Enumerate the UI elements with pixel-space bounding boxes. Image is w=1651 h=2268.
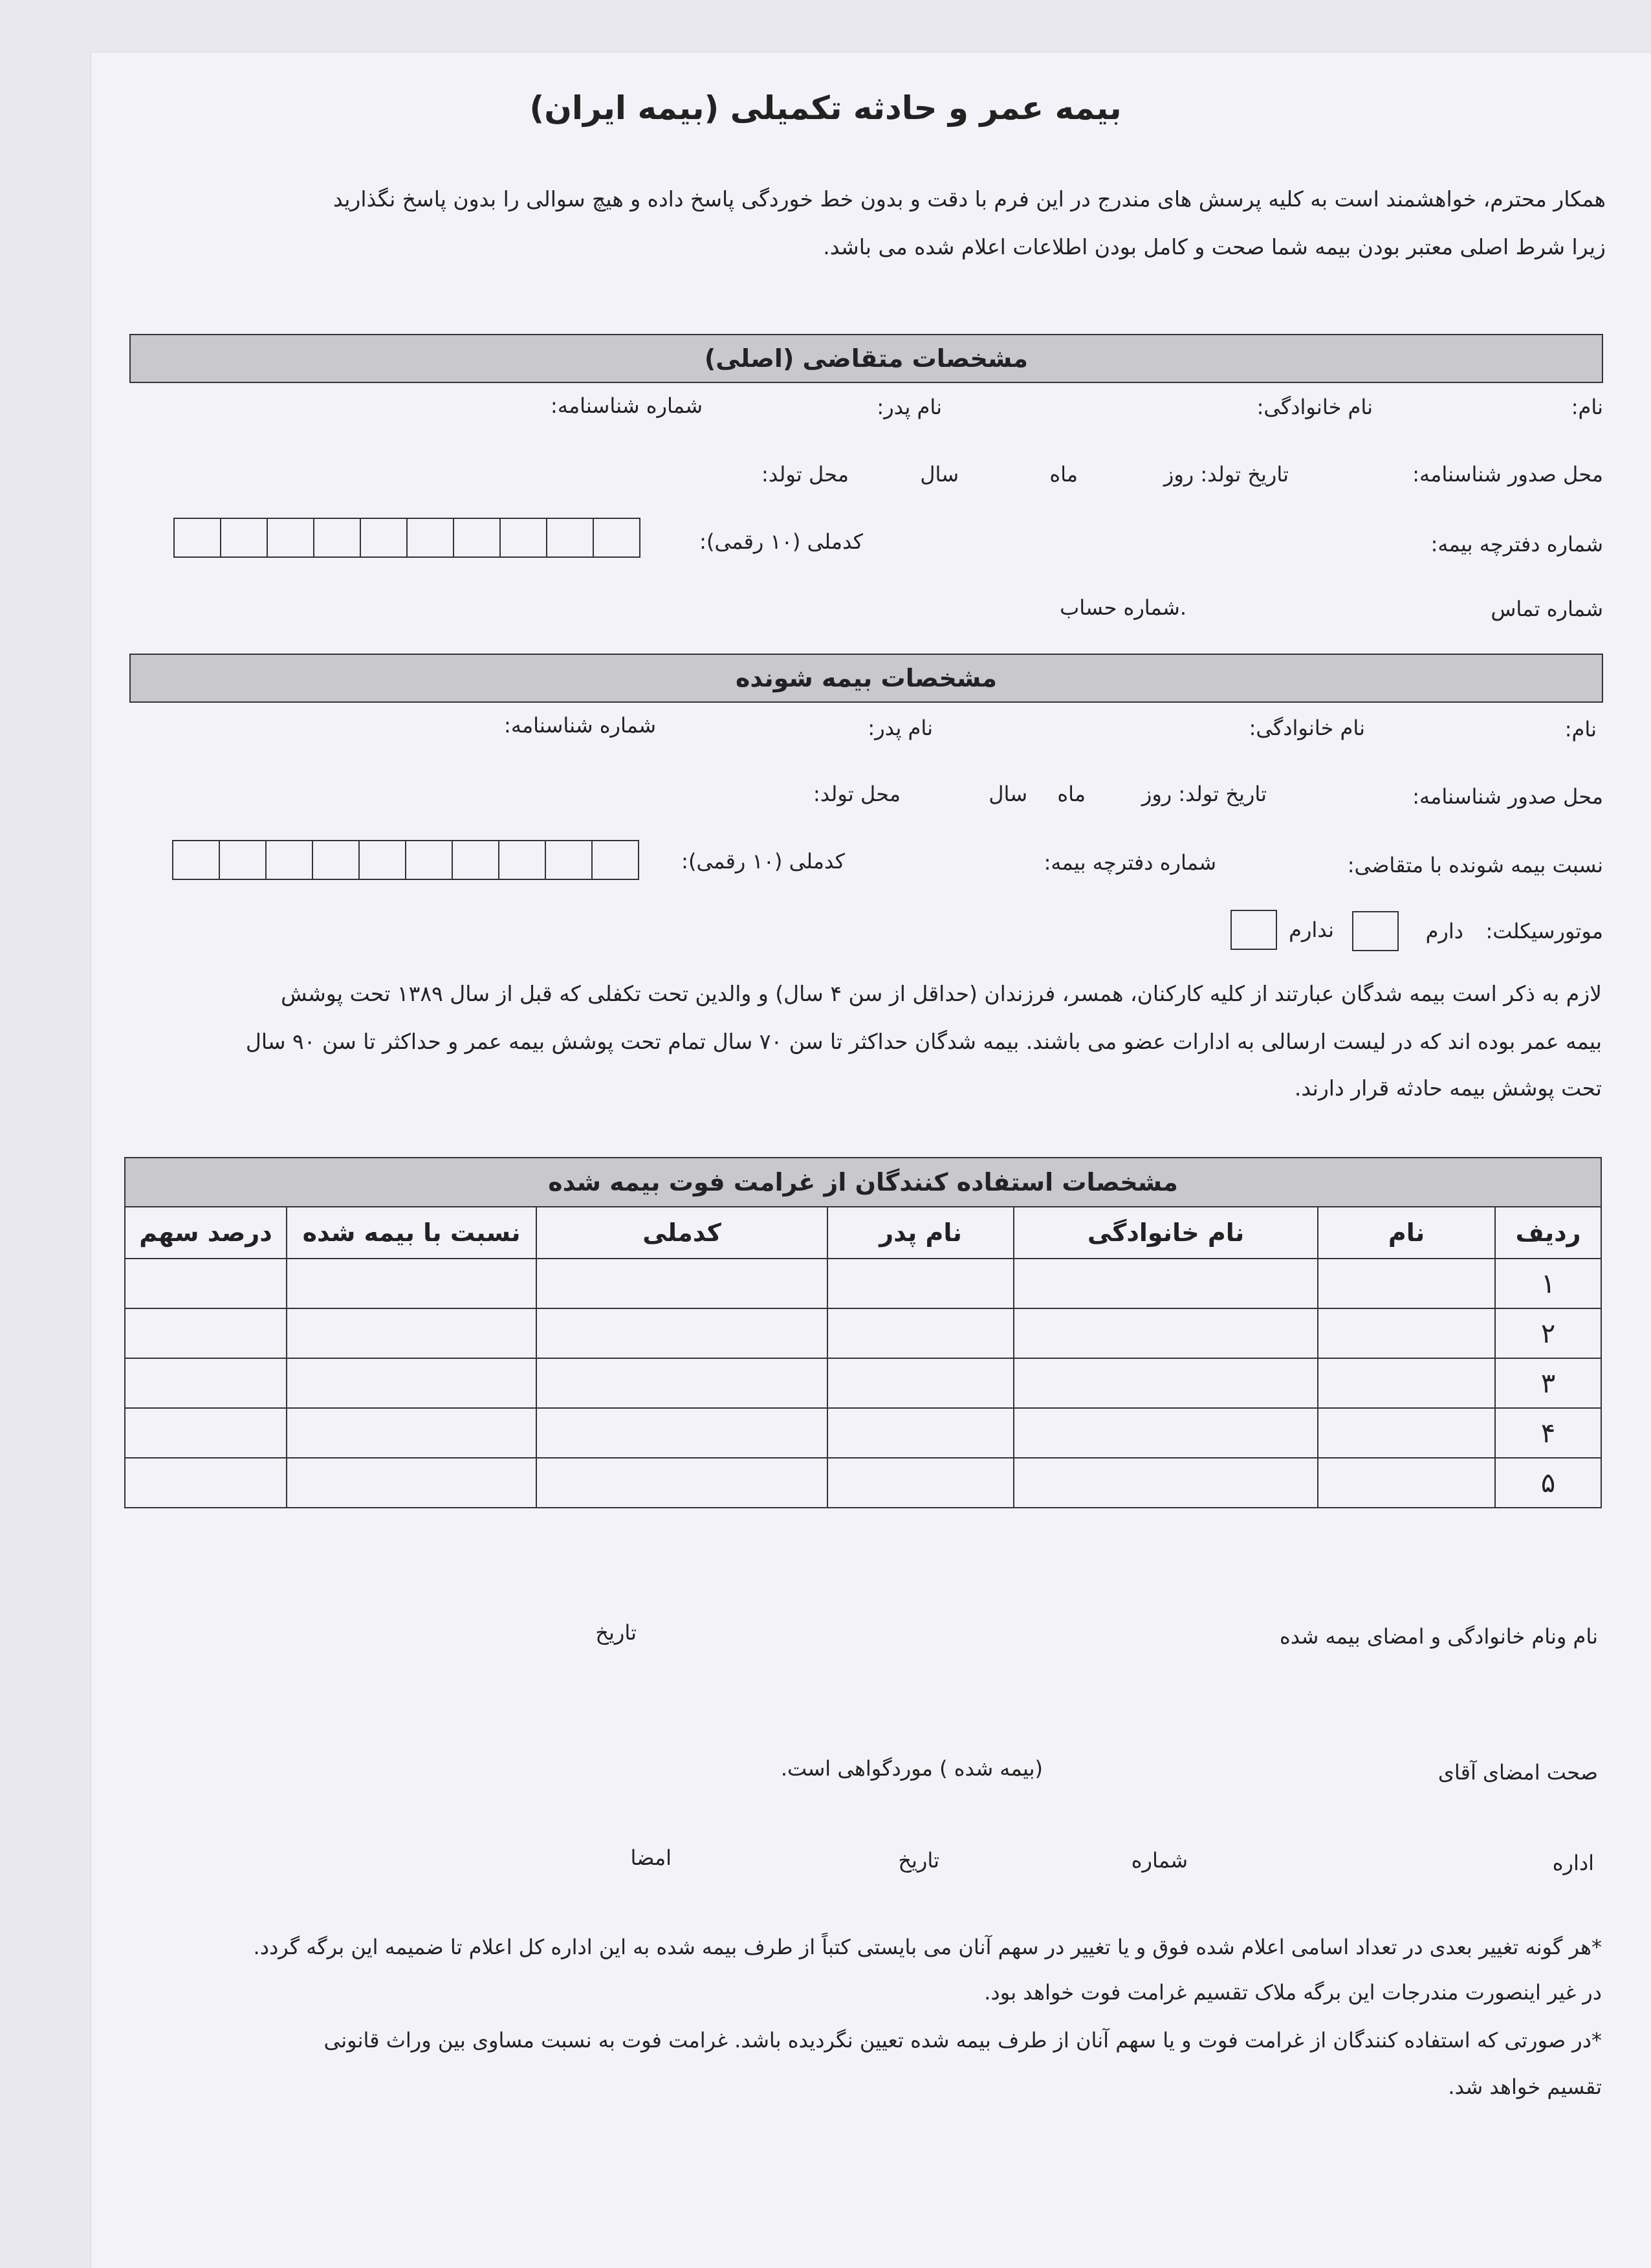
insured-booklet-label: شماره دفترچه بیمه: bbox=[1044, 850, 1216, 875]
row-number: ۴ bbox=[1495, 1408, 1601, 1458]
applicant-birth-date-label: تاریخ تولد: روز bbox=[1163, 462, 1289, 487]
row-number: ۵ bbox=[1495, 1458, 1601, 1508]
digit-box[interactable] bbox=[360, 518, 408, 558]
cell-family[interactable] bbox=[1014, 1308, 1318, 1358]
digit-box[interactable] bbox=[265, 840, 313, 880]
column-header-family: نام خانوادگی bbox=[1014, 1207, 1318, 1259]
cell-family[interactable] bbox=[1014, 1259, 1318, 1308]
digit-box[interactable] bbox=[172, 840, 220, 880]
digit-box[interactable] bbox=[498, 840, 546, 880]
cell-national-code[interactable] bbox=[536, 1259, 827, 1308]
motorcycle-have-not-label: ندارم bbox=[1289, 918, 1334, 942]
applicant-account-label: .شماره حساب bbox=[1060, 595, 1186, 620]
cell-family[interactable] bbox=[1014, 1358, 1318, 1408]
form-title: بیمه عمر و حادثه تکمیلی (بیمه ایران) bbox=[529, 89, 1122, 127]
cell-name[interactable] bbox=[1318, 1259, 1495, 1308]
beneficiaries-table-heading: مشخصات استفاده کنندگان از غرامت فوت بیمه شده bbox=[125, 1158, 1601, 1207]
insured-year-label: سال bbox=[989, 782, 1027, 806]
table-row bbox=[125, 1458, 1601, 1508]
digit-box[interactable] bbox=[219, 840, 267, 880]
insured-month-label: ماه bbox=[1057, 782, 1086, 806]
digit-box[interactable] bbox=[499, 518, 547, 558]
verify-signature-label: صحت امضای آقای bbox=[1438, 1760, 1598, 1785]
table-row bbox=[125, 1259, 1601, 1308]
cell-national-code[interactable] bbox=[536, 1408, 827, 1458]
column-header-row-number: ردیف bbox=[1495, 1207, 1601, 1259]
digit-box[interactable] bbox=[173, 518, 221, 558]
beneficiaries-table bbox=[124, 1157, 1602, 1508]
digit-box[interactable] bbox=[545, 840, 593, 880]
insured-id-number-label: شماره شناسنامه: bbox=[504, 713, 656, 738]
applicant-father-label: نام پدر: bbox=[877, 395, 942, 419]
insured-national-code-label: کدملی (۱۰ رقمی): bbox=[681, 849, 845, 874]
digit-box[interactable] bbox=[405, 840, 453, 880]
table-row bbox=[125, 1308, 1601, 1358]
cell-name[interactable] bbox=[1318, 1358, 1495, 1408]
digit-box[interactable] bbox=[593, 518, 640, 558]
cell-father[interactable] bbox=[827, 1408, 1014, 1458]
digit-box[interactable] bbox=[546, 518, 594, 558]
row-number: ۱ bbox=[1495, 1259, 1601, 1308]
cell-share-percent[interactable] bbox=[125, 1259, 287, 1308]
signature-date-label: تاریخ bbox=[595, 1620, 637, 1645]
insured-signature-label: نام ونام خانوادگی و امضای بیمه شده bbox=[1279, 1624, 1598, 1649]
cell-relation[interactable] bbox=[287, 1458, 536, 1508]
office-date-label: تاریخ bbox=[898, 1848, 939, 1873]
insured-relation-label: نسبت بیمه شونده با متقاضی: bbox=[1347, 853, 1603, 877]
coverage-paragraph-line-3: تحت پوشش بیمه حادثه قرار دارند. bbox=[1294, 1075, 1602, 1101]
applicant-family-label: نام خانوادگی: bbox=[1256, 395, 1373, 419]
applicant-booklet-label: شماره دفترچه بیمه: bbox=[1430, 532, 1603, 556]
cell-name[interactable] bbox=[1318, 1308, 1495, 1358]
motorcycle-have-checkbox[interactable] bbox=[1352, 911, 1399, 951]
insured-birth-place-label: محل تولد: bbox=[813, 782, 901, 806]
cell-father[interactable] bbox=[827, 1458, 1014, 1508]
insured-national-code-boxes[interactable] bbox=[173, 840, 639, 880]
cell-relation[interactable] bbox=[287, 1308, 536, 1358]
digit-box[interactable] bbox=[220, 518, 268, 558]
digit-box[interactable] bbox=[591, 840, 639, 880]
motorcycle-have-not-checkbox[interactable] bbox=[1230, 910, 1277, 950]
column-header-father: نام پدر bbox=[827, 1207, 1014, 1259]
applicant-issue-place-label: محل صدور شناسنامه: bbox=[1412, 462, 1603, 487]
motorcycle-label: موتورسیکلت: bbox=[1485, 919, 1603, 943]
cell-relation[interactable] bbox=[287, 1358, 536, 1408]
cell-family[interactable] bbox=[1014, 1458, 1318, 1508]
office-sign-label: امضا bbox=[630, 1845, 672, 1870]
coverage-paragraph-line-2: بیمه عمر بوده اند که در لیست ارسالی به ادارات عضو می باشند. بیمه شدگان حداکثر تا سن ۷۰ سال تمام تحت پوشش بیمه عمر و حداکثر تا سن ۹۰ سال bbox=[245, 1029, 1602, 1054]
insured-section-heading: مشخصات بیمه شونده bbox=[129, 654, 1603, 703]
office-label: اداره bbox=[1552, 1851, 1594, 1875]
table-row bbox=[125, 1408, 1601, 1458]
cell-national-code[interactable] bbox=[536, 1358, 827, 1408]
applicant-national-code-boxes[interactable] bbox=[175, 518, 640, 558]
coverage-paragraph-line-1: لازم به ذکر است بیمه شدگان عبارتند از کلیه کارکنان، همسر، فرزندان (حداقل از سن ۴ سال) و والدین تحت تکفلی که قبل از سال ۱۳۸۹ تحت پوشش bbox=[281, 981, 1602, 1006]
applicant-section-heading: مشخصات متقاضی (اصلی) bbox=[129, 334, 1603, 383]
note-line-4: تقسیم خواهد شد. bbox=[1448, 2075, 1602, 2099]
applicant-contact-label: شماره تماس bbox=[1491, 597, 1603, 621]
insured-issue-place-label: محل صدور شناسنامه: bbox=[1412, 784, 1603, 809]
applicant-year-label: سال bbox=[920, 462, 959, 487]
digit-box[interactable] bbox=[313, 518, 361, 558]
applicant-birth-place-label: محل تولد: bbox=[761, 462, 849, 487]
cell-national-code[interactable] bbox=[536, 1308, 827, 1358]
note-line-1: *هر گونه تغییر بعدی در تعداد اسامی اعلام شده فوق و یا تغییر در سهم آنان می بایستی کتباً از طرف بیمه شده به این اداره کل اعلام تا ضمیمه این برگه گردد. bbox=[253, 1935, 1602, 1959]
digit-box[interactable] bbox=[406, 518, 454, 558]
digit-box[interactable] bbox=[453, 518, 501, 558]
note-line-3: *در صورتی که استفاده کنندگان از غرامت فوت و یا سهم آنان از طرف بیمه شده تعیین نگردیده باشد. غرامت فوت به نسبت مساوی بین وراث قانونی bbox=[323, 2028, 1602, 2053]
cell-relation[interactable] bbox=[287, 1408, 536, 1458]
cell-relation[interactable] bbox=[287, 1259, 536, 1308]
cell-name[interactable] bbox=[1318, 1458, 1495, 1508]
column-header-national-code: کدملی bbox=[536, 1207, 827, 1259]
cell-share-percent[interactable] bbox=[125, 1358, 287, 1408]
verify-tail-label: (بیمه شده ) موردگواهی است. bbox=[780, 1756, 1043, 1781]
insured-name-label: نام: bbox=[1564, 717, 1597, 742]
row-number: ۲ bbox=[1495, 1308, 1601, 1358]
motorcycle-have-label: دارم bbox=[1425, 919, 1463, 943]
digit-box[interactable] bbox=[312, 840, 360, 880]
office-number-label: شماره bbox=[1131, 1848, 1188, 1873]
applicant-name-label: نام: bbox=[1571, 395, 1603, 419]
column-header-share-percent: درصد سهم bbox=[125, 1207, 287, 1259]
applicant-month-label: ماه bbox=[1049, 462, 1078, 487]
intro-line-2: زیرا شرط اصلی معتبر بودن بیمه شما صحت و کامل بودن اطلاعات اعلام شده می باشد. bbox=[823, 234, 1606, 259]
table-header-row bbox=[125, 1207, 1601, 1259]
row-number: ۳ bbox=[1495, 1358, 1601, 1408]
cell-father[interactable] bbox=[827, 1308, 1014, 1358]
cell-father[interactable] bbox=[827, 1259, 1014, 1308]
applicant-id-number-label: شماره شناسنامه: bbox=[551, 393, 703, 418]
cell-share-percent[interactable] bbox=[125, 1308, 287, 1358]
table-row bbox=[125, 1358, 1601, 1408]
cell-name[interactable] bbox=[1318, 1408, 1495, 1458]
digit-box[interactable] bbox=[358, 840, 406, 880]
digit-box[interactable] bbox=[267, 518, 314, 558]
insured-birth-date-label: تاریخ تولد: روز bbox=[1141, 782, 1267, 806]
applicant-national-code-label: کدملی (۱۰ رقمی): bbox=[699, 529, 863, 554]
cell-share-percent[interactable] bbox=[125, 1458, 287, 1508]
digit-box[interactable] bbox=[452, 840, 499, 880]
cell-family[interactable] bbox=[1014, 1408, 1318, 1458]
cell-share-percent[interactable] bbox=[125, 1408, 287, 1458]
column-header-relation: نسبت با بیمه شده bbox=[287, 1207, 536, 1259]
cell-father[interactable] bbox=[827, 1358, 1014, 1408]
column-header-name: نام bbox=[1318, 1207, 1495, 1259]
note-line-2: در غیر اینصورت مندرجات این برگه ملاک تقسیم غرامت فوت خواهد بود. bbox=[984, 1980, 1602, 2005]
intro-line-1: همکار محترم، خواهشمند است به کلیه پرسش های مندرج در این فرم با دقت و بدون خط خوردگی پاسخ داده و هیچ سوالی را بدون پاسخ نگذارید bbox=[333, 186, 1606, 212]
insured-family-label: نام خانوادگی: bbox=[1249, 716, 1365, 740]
insured-father-label: نام پدر: bbox=[868, 716, 933, 740]
cell-national-code[interactable] bbox=[536, 1458, 827, 1508]
